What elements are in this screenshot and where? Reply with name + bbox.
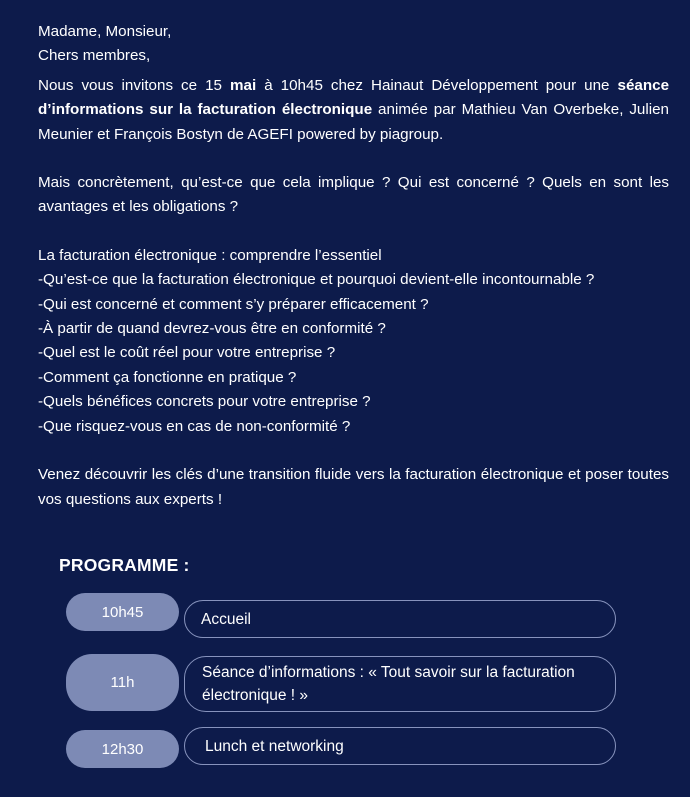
- questions-intro: Mais concrètement, qu’est-ce que cela implique ? Qui est concerné ? Quels en sont les avantages et les obligations ?: [38, 174, 669, 216]
- intro-text-3: animée par Mathieu Van Overbeke, Julien Meunier et François Bostyn de AGEFI powered by piagroup.: [38, 101, 669, 143]
- intro-event-title: séance d’informations sur la facturation électronique: [38, 76, 670, 119]
- intro-paragraph: [38, 74, 669, 147]
- letter-body: [38, 20, 669, 512]
- essentials-item: -Quels bénéfices concrets pour votre entreprise ?: [38, 393, 371, 411]
- essentials-item: -Quel est le coût réel pour votre entreprise ?: [38, 344, 336, 362]
- essentials-heading: La facturation électronique : comprendre l’essentiel: [38, 246, 382, 264]
- programme-item-label: Lunch et networking: [205, 737, 344, 755]
- programme-item-seance: [184, 656, 616, 712]
- greeting-line-1: Madame, Monsieur,: [38, 23, 172, 40]
- closing-paragraph: Venez découvrir les clés d’une transition fluide vers la facturation électronique et poser toutes vos questions aux experts !: [38, 466, 669, 508]
- essentials-item: -Qu’est-ce que la facturation électronique et pourquoi devient-elle incontournable ?: [38, 271, 595, 289]
- programme-time-10h45: 10h45: [66, 593, 179, 631]
- programme-item-label: Séance d’informations : « Tout savoir sur la facturation électronique ! »: [202, 664, 575, 704]
- essentials-item: -Comment ça fonctionne en pratique ?: [38, 368, 297, 386]
- intro-text-2: à 10h45 chez Hainaut Développement pour une: [256, 76, 618, 94]
- programme-time-12h30: 12h30: [66, 730, 179, 768]
- intro-text-1: Nous vous invitons ce 15: [38, 76, 231, 94]
- greeting-line-2: Chers membres,: [38, 47, 151, 65]
- essentials-item: -Que risquez-vous en cas de non-conformité ?: [38, 417, 351, 435]
- programme-time-11h: 11h: [66, 654, 179, 711]
- essentials-item: -Qui est concerné et comment s’y préparer efficacement ?: [38, 295, 429, 313]
- intro-month: mai: [230, 76, 257, 94]
- essentials-item: -À partir de quand devrez-vous être en conformité ?: [38, 320, 386, 338]
- programme-item-lunch: [184, 727, 616, 765]
- programme-item-accueil: [184, 600, 616, 638]
- programme-title: PROGRAMME :: [59, 555, 190, 575]
- programme-item-label: Accueil: [201, 610, 251, 628]
